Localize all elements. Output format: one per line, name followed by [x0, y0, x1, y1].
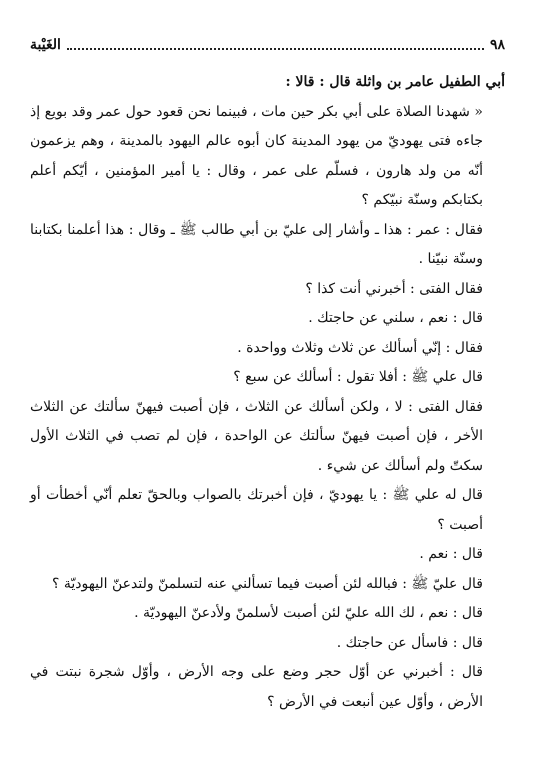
- header-dotted-leader: [67, 40, 484, 50]
- paragraph: قال : نعم ، لك الله عليّ لئن أصبت لأسلمنّ ولأدعنّ اليهوديّة .: [134, 605, 483, 621]
- paragraph: قال عليّ ﷺ : فبالله لئن أصبت فيما تسألني عنه لتسلمنّ ولتدعنّ اليهوديّة ؟: [51, 575, 483, 592]
- paragraph: قال : نعم .: [419, 546, 483, 562]
- paragraph: أبي الطفيل عامر بن واثلة قال : قالا :: [285, 74, 505, 90]
- page-number: ٩٨: [489, 37, 505, 53]
- paragraph: فقال : عمر : هذا ـ وأشار إلى عليّ بن أبي طالب ﷺ ـ وقال : هذا أعلمنا بكتابنا وسنّة نبيّنا .: [30, 221, 483, 267]
- paragraph: قال : فاسأل عن حاجتك .: [336, 634, 483, 651]
- body-text: [30, 68, 505, 717]
- paragraph: قال له علي ﷺ : يا يهوديّ ، فإن أخبرتك بالصواب وبالحقّ تعلم أنّي أخطأت أو أصبت ؟: [30, 487, 483, 533]
- paragraph: قال : أخبرني عن أوّل حجر وضع على وجه الأرض ، وأوّل شجرة نبتت في الأرض ، وأوّل عين أنبعت في الأرض ؟: [30, 664, 483, 710]
- paragraph: قال : نعم ، سلني عن حاجتك .: [308, 310, 483, 326]
- paragraph: قال علي ﷺ : أفلا تقول : أسألك عن سبع ؟: [233, 369, 483, 385]
- paragraph: فقال : إنّي أسألك عن ثلاث وثلاث وواحدة .: [237, 339, 483, 356]
- paragraph: فقال الفتى : أخبرني أنت كذا ؟: [305, 280, 483, 297]
- running-title: الغَيْبة: [30, 37, 61, 53]
- paragraph: « شهدنا الصلاة على أبي بكر حين مات ، فبينما نحن قعود حول عمر وقد بويع إذ جاءه فتى يهوديّ من يهود المدينة كان أبوه عالم اليهود بالمدينة ، وهم يزعمون أنّه من ولد هارون ، فسلّم على عمر ، وقال : يا أمير المؤمنين ، أيّكم أعلم بكتابكم وسنّة نبيّكم ؟: [30, 103, 483, 208]
- paragraph: فقال الفتى : لا ، ولكن أسألك عن الثلاث ، فإن أصبت فيهنّ سألتك عن الثلاث الأخر ، فإن أصبت فيهنّ سألتك عن الواحدة ، فإن لم تصب في الثلاث الأول سكتّ ولم أسألك عن شيء .: [30, 398, 483, 474]
- page-header: [30, 34, 505, 56]
